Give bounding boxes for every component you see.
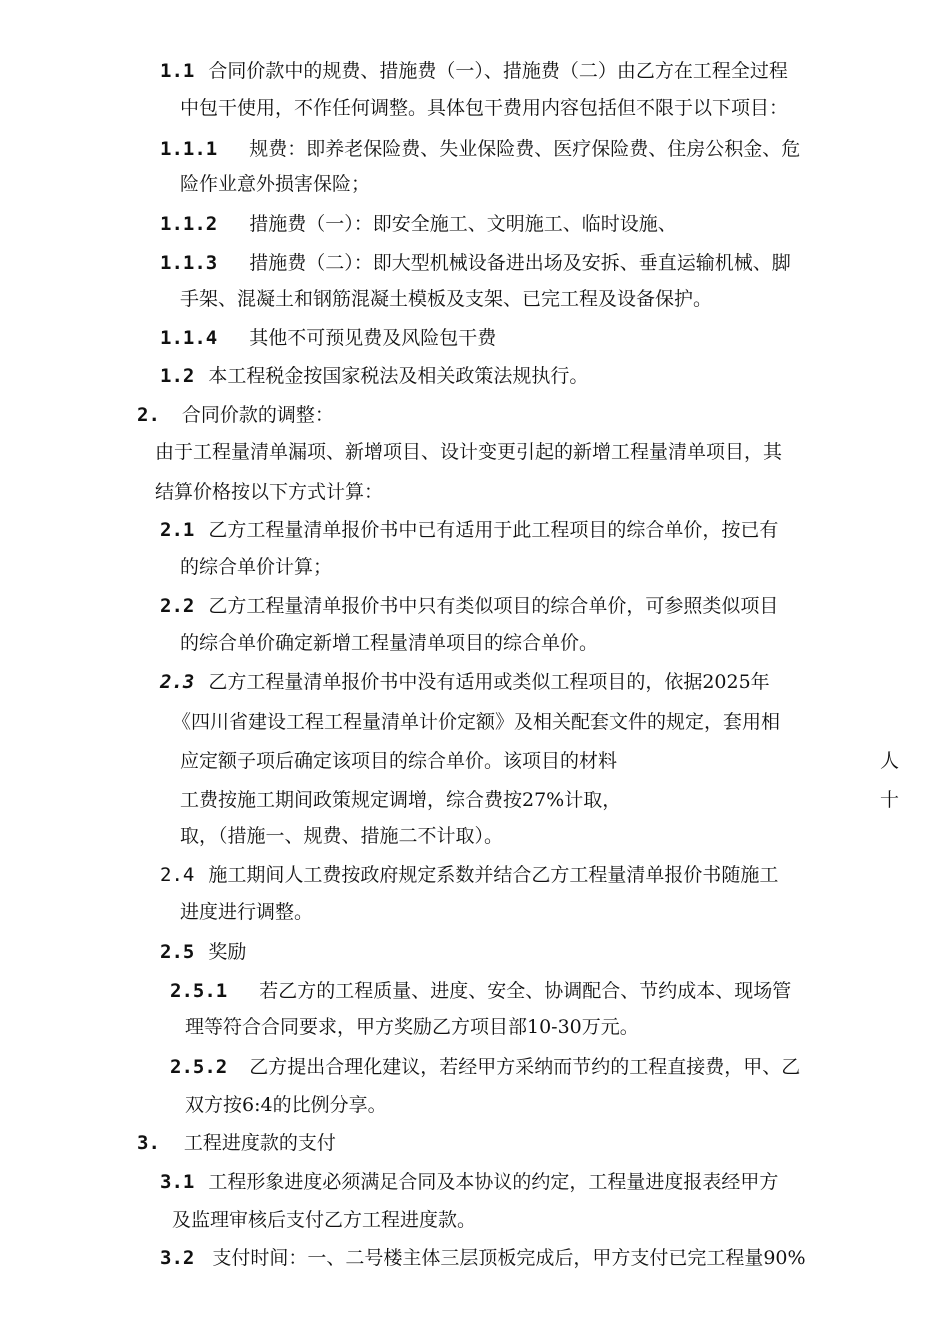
clause-number: 2.3 (160, 671, 195, 693)
paragraph-line (160, 251, 791, 275)
paragraph-line (180, 749, 617, 773)
clause-number: 2.2 (160, 595, 195, 617)
paragraph-text: 由于工程量清单漏项、新增项目、设计变更引起的新增工程量清单项目，其 (155, 441, 783, 463)
clause-text: 本工程税金按国家税法及相关政策法规执行。 (208, 365, 589, 387)
clipped-fragment (880, 749, 899, 773)
paragraph-line (160, 863, 778, 887)
paragraph-line (180, 824, 503, 848)
paragraph-line (172, 710, 780, 734)
clause-text: 若乙方的工程质量、进度、安全、协调配合、节约成本、现场管 (259, 980, 792, 1002)
clause-text: 乙方工程量清单报价书中没有适用或类似工程项目的，依据2025年 (208, 671, 770, 693)
clause-number: 1.1.1 (160, 138, 218, 160)
section-title: 工程进度款的支付 (183, 1132, 336, 1154)
paragraph-line (185, 1093, 387, 1117)
clause-number: 2.4 (160, 864, 195, 886)
clause-text: 支付时间：一、二号楼主体三层顶板完成后，甲方支付已完工程量90% (212, 1247, 806, 1269)
clause-number: 1.1.2 (160, 213, 218, 235)
clause-text: 应定额子项后确定该项目的综合单价。该项目的材料 (180, 750, 618, 772)
section-title: 合同价款的调整： (181, 404, 334, 426)
clause-number: 2.5.1 (170, 980, 228, 1002)
paragraph-line (160, 1246, 806, 1270)
clause-text: 乙方工程量清单报价书中只有类似项目的综合单价，可参照类似项目 (208, 595, 779, 617)
paragraph-line (160, 59, 788, 83)
clause-number: 2.1 (160, 519, 195, 541)
section-number: 3. (137, 1132, 160, 1154)
paragraph-line (180, 788, 621, 812)
clause-text: 工费按施工期间政策规定调增，综合费按27%计取， (180, 789, 622, 811)
paragraph-line (160, 670, 770, 694)
clause-number: 1.1.4 (160, 327, 218, 349)
clause-text: 及监理审核后支付乙方工程进度款。 (172, 1209, 477, 1231)
clause-text: 的综合单价确定新增工程量清单项目的综合单价。 (180, 632, 599, 654)
paragraph-line (180, 555, 332, 579)
paragraph-line (155, 440, 782, 464)
clause-text: 理等符合合同要求，甲方奖励乙方项目部10-30万元。 (185, 1016, 639, 1038)
paragraph-line (180, 172, 370, 196)
clause-number: 3.2 (160, 1247, 195, 1269)
clause-number: 3.1 (160, 1171, 195, 1193)
paragraph-line (180, 96, 788, 120)
paragraph-line (160, 137, 800, 161)
section-number: 2. (137, 404, 160, 426)
clause-number: 2.5 (160, 941, 195, 963)
clause-number: 1.2 (160, 365, 195, 387)
paragraph-line (172, 1208, 476, 1232)
clause-text: 其他不可预见费及风险包干费 (249, 327, 497, 349)
fragment-text: 十 (880, 789, 900, 811)
clause-text: 进度进行调整。 (180, 901, 314, 923)
paragraph-line (160, 940, 246, 964)
clause-number: 1.1.3 (160, 252, 218, 274)
paragraph-line (180, 287, 712, 311)
paragraph-line (160, 364, 588, 388)
clause-text: 取，（措施一、规费、措施二不计取）。 (180, 825, 504, 847)
paragraph-line (160, 1170, 778, 1194)
clause-text: 险作业意外损害保险； (180, 173, 371, 195)
section-heading (137, 1131, 336, 1155)
clause-text: 《四川省建设工程工程量清单计价定额》及相关配套文件的规定，套用相 (172, 711, 781, 733)
clause-text: 乙方提出合理化建议，若经甲方采纳而节约的工程直接费，甲、乙 (249, 1056, 801, 1078)
paragraph-line (170, 1055, 800, 1079)
clause-text: 中包干使用，不作任何调整。具体包干费用内容包括但不限于以下项目： (180, 97, 789, 119)
clause-text: 手架、混凝土和钢筋混凝土模板及支架、已完工程及设备保护。 (180, 288, 713, 310)
paragraph-line (160, 518, 778, 542)
paragraph-line (170, 979, 791, 1003)
paragraph-line (160, 326, 496, 350)
paragraph-line (180, 900, 313, 924)
clause-text: 措施费（二）：即大型机械设备进出场及安拆、垂直运输机械、脚 (249, 252, 791, 274)
clause-text: 工程形象进度必须满足合同及本协议的约定，工程量进度报表经甲方 (208, 1171, 779, 1193)
paragraph-line (160, 212, 677, 236)
clause-text: 措施费（一）：即安全施工、文明施工、临时设施、 (249, 213, 677, 235)
clause-text: 奖励 (208, 941, 247, 963)
paragraph-line (185, 1015, 639, 1039)
paragraph-line (180, 631, 598, 655)
clause-text: 双方按6:4的比例分享。 (185, 1094, 387, 1116)
clause-text: 施工期间人工费按政府规定系数并结合乙方工程量清单报价书随施工 (208, 864, 779, 886)
fragment-text: 人 (880, 750, 900, 772)
section-heading (137, 403, 334, 427)
paragraph-text: 结算价格按以下方式计算： (155, 481, 384, 503)
clause-text: 乙方工程量清单报价书中已有适用于此工程项目的综合单价，按已有 (208, 519, 779, 541)
clause-text: 规费：即养老保险费、失业保险费、医疗保险费、住房公积金、危 (249, 138, 801, 160)
clause-text: 合同价款中的规费、措施费（一）、措施费（二）由乙方在工程全过程 (208, 60, 788, 82)
clause-number: 1.1 (160, 60, 195, 82)
paragraph-line (155, 480, 383, 504)
clause-text: 的综合单价计算； (180, 556, 333, 578)
clause-number: 2.5.2 (170, 1056, 228, 1078)
occlusion-patch (700, 736, 874, 822)
paragraph-line (160, 594, 778, 618)
clipped-fragment (880, 788, 899, 812)
